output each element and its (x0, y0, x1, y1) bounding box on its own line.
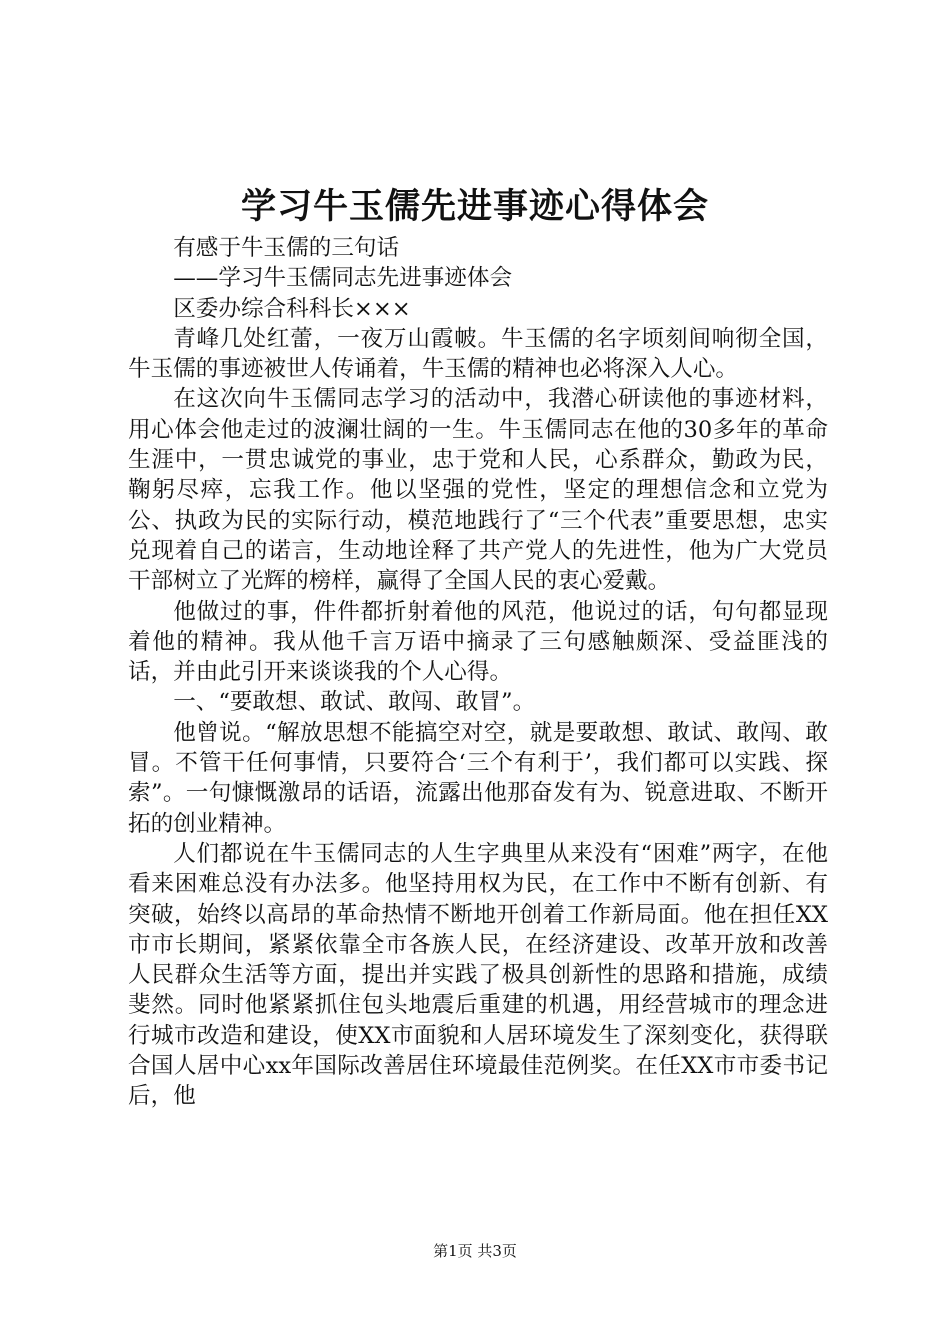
section-heading: 一、“要敢想、敢试、敢闯、敢冒”。 (173, 689, 536, 716)
subtitle-heading: 有感于牛玉儒的三句话 (173, 235, 400, 261)
page-number-footer: 第1页 共3页 (433, 1242, 517, 1260)
paragraph: 人们都说在牛玉儒同志的人生字典里从来没有“困难”两字，在他看来困难总没有办法多。他坚持用权为民，在工作中不断有创新、有突破，始终以高昂的革命热情不断地开创着工作新局面。他在担任XX市市长期间，紧紧依靠全市各族人民，在经济建设、改革开放和改善人民群众生活等方面，提出并实践了极具创新性的思路和措施，成绩斐然。同时他紧紧抓住包头地震后重建的机遇，用经营城市的理念进行城市改造和建设，使XX市面貌和人居环境发生了深刻变化，获得联合国人居中心xx年国际改善居住环境最佳范例奖。在任XX市市委书记后，他 (128, 840, 828, 1110)
paragraph: 他做过的事，件件都折射着他的风范，他说过的话，句句都显现着他的精神。我从他千言万语中摘录了三句感触颇深、受益匪浅的话，并由此引开来谈谈我的个人心得。 (128, 598, 828, 686)
author-line: 区委办综合科科长××× (173, 295, 411, 322)
paragraph: 在这次向牛玉儒同志学习的活动中，我潜心研读他的事迹材料，用心体会他走过的波澜壮阔的一生。牛玉儒同志在他的30多年的革命生涯中，一贯忠诚党的事业，忠于党和人民，心系群众，勤政为民，鞠躬尽瘁，忘我工作。他以坚强的党性，坚定的理想信念和立党为公、执政为民的实际行动，模范地践行了“三个代表”重要思想，忠实兑现着自己的诺言，生动地诠释了共产党人的先进性，他为广大党员干部树立了光辉的榜样，赢得了全国人民的衷心爱戴。 (128, 386, 828, 595)
paragraph: 他曾说。“解放思想不能搞空对空，就是要敢想、敢试、敢闯、敢冒。不管干任何事情，只要符合‘三个有利于’，我们都可以实践、探索”。一句慷慨激昂的话语，流露出他那奋发有为、锐意进取、不断开拓的创业精神。 (128, 719, 828, 837)
subtitle-line: ——学习牛玉儒同志先进事迹体会 (173, 265, 513, 292)
document-body (128, 233, 828, 1112)
paragraph: 青峰几处红蕾，一夜万山霞帔。牛玉儒的名字顷刻间响彻全国，牛玉儒的事迹被世人传诵着，牛玉儒的精神也必将深入人心。 (128, 325, 828, 383)
document-title: 学习牛玉儒先进事迹心得体会 (240, 186, 709, 227)
